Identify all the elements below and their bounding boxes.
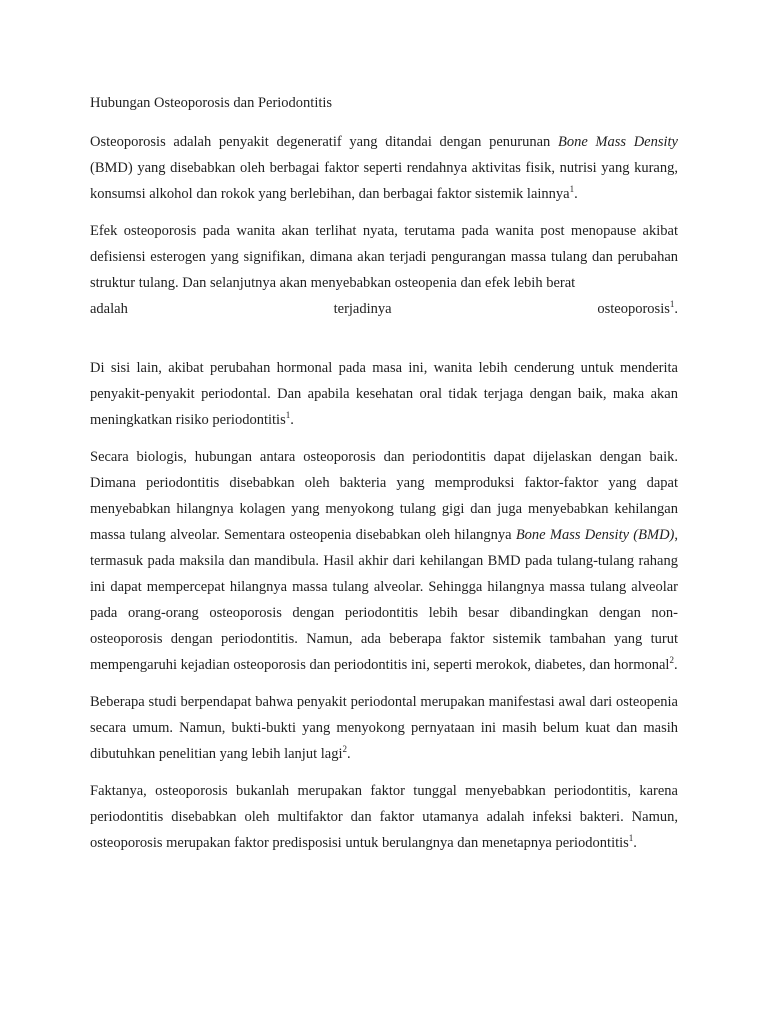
paragraph-text: Efek osteoporosis pada wanita akan terlihat nyata, terutama pada wanita post menopause akibat defisiensi esterogen yang signifikan, dimana akan terjadi pengurangan massa tulang dan perubahan struktur tulang. Dan selanjutnya akan menyebabkan osteopenia dan efek lebih berat	[90, 223, 678, 291]
paragraph-text: Beberapa studi berpendapat bahwa penyakit periodontal merupakan manifestasi awal dari osteopenia secara umum. Namun, bukti-bukti yang menyokong pernyataan ini masih belum kuat dan masih dibutuhkan penelitian yang lebih lanjut lagi	[90, 694, 678, 762]
paragraph-text: Secara biologis, hubungan antara osteoporosis dan periodontitis dapat dijelaskan dengan baik. Dimana periodontitis disebabkan oleh bakteria yang memproduksi faktor-faktor yang dapat menyebabkan hilangnya kolagen yang menyokong tulang gigi dan juga menyebabkan kehilangan massa tulang alveolar. Sementara osteopenia disebabkan oleh hilangnya	[90, 449, 678, 543]
citation-ref: 1	[628, 833, 634, 844]
paragraph-5	[90, 689, 678, 767]
document-title: Hubungan Osteoporosis dan Periodontitis	[90, 95, 333, 111]
paragraph-gap	[90, 333, 678, 355]
paragraph-end: .	[574, 186, 578, 202]
citation-ref: 1	[569, 184, 575, 195]
paragraph-end: .	[346, 746, 351, 762]
italic-term: Bone Mass Density	[557, 134, 678, 150]
paragraph-end: .	[673, 657, 678, 673]
paragraph-2-last-line	[90, 296, 678, 322]
paragraph-text: Osteoporosis adalah penyakit degeneratif yang ditandai dengan penurunan	[90, 134, 558, 150]
paragraph-2	[90, 218, 678, 296]
paragraph-text: Faktanya, osteoporosis bukanlah merupakan faktor tunggal menyebabkan periodontitis, karena periodontitis disebabkan oleh multifaktor dan faktor utamanya adalah infeksi bakteri. Namun, osteoporosis merupakan faktor predisposisi untuk berulangnya dan menetapnya periodontitis	[90, 783, 678, 851]
paragraph-1	[90, 129, 678, 207]
paragraph-6	[90, 778, 678, 856]
paragraph-word	[597, 296, 678, 322]
paragraph-word: terjadinya	[333, 301, 392, 317]
paragraph-end: .	[674, 301, 678, 317]
citation-ref: 1	[669, 299, 675, 310]
paragraph-text: Di sisi lain, akibat perubahan hormonal pada masa ini, wanita lebih cenderung untuk menderita penyakit-penyakit periodontal. Dan apabila kesehatan oral tidak terjaga dengan baik, maka akan meningkatkan risiko periodontitis	[90, 360, 678, 428]
paragraph-end: .	[633, 835, 637, 851]
paragraph-end: .	[290, 412, 294, 428]
paragraph-text: , termasuk pada maksila dan mandibula. Hasil akhir dari kehilangan BMD pada tulang-tulang rahang ini dapat mempercepat hilangnya massa tulang alveolar. Sehingga hilangnya massa tulang alveolar pada orang-orang osteoporosis dengan periodontitis lebih besar dibandingkan dengan non-osteoporosis dengan periodontitis. Namun, ada beberapa faktor sistemik tambahan yang turut mempengaruhi kejadian osteoporosis dan periodontitis ini, seperti merokok, diabetes, dan hormonal	[90, 527, 678, 673]
paragraph-word: adalah	[90, 301, 128, 317]
paragraph-text: (BMD) yang disebabkan oleh berbagai faktor seperti rendahnya aktivitas fisik, nutrisi yang kurang, konsumsi alkohol dan rokok yang berlebihan, dan berbagai faktor sistemik lainnya	[90, 160, 678, 202]
paragraph-4	[90, 444, 678, 678]
paragraph-word-text: osteoporosis	[597, 301, 670, 317]
italic-term: Bone Mass Density (BMD)	[515, 527, 675, 543]
citation-ref: 1	[285, 410, 291, 421]
citation-ref: 2	[669, 655, 674, 666]
paragraph-3	[90, 355, 678, 433]
citation-ref: 2	[342, 744, 347, 755]
